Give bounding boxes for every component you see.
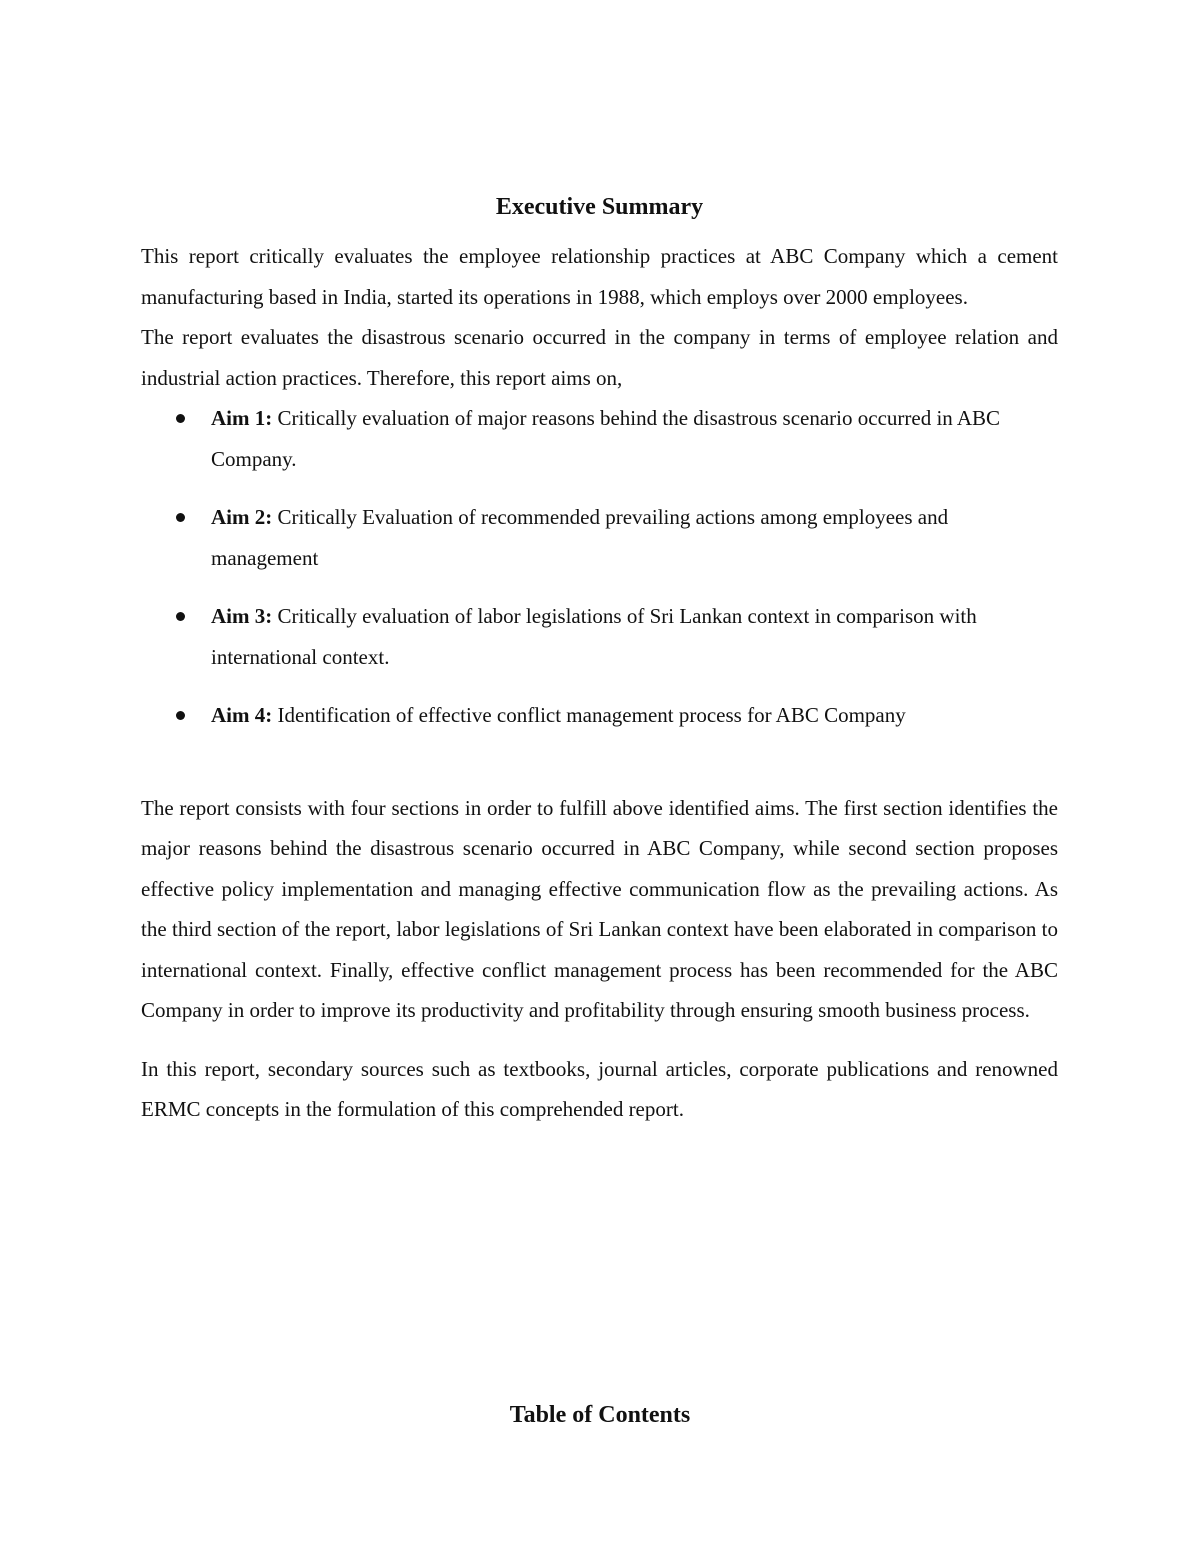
sources-paragraph: In this report, secondary sources such as textbooks, journal articles, corporate publications and renowned ERMC concepts in the formulation of this comprehended report. [141,1056,1058,1121]
sections-paragraph: The report consists with four sections in order to fulfill above identified aims. The first section identifies the major reasons behind the disastrous scenario occurred in ABC Company, while second section proposes effective policy implementation and managing effective communication flow as the prevailing actions. As the third section of the report, labor legislations of Sri Lankan context have been elaborated in comparison to international context. Finally, effective conflict management process has been recommended for the ABC Company in order to improve its productivity and profitability through ensuring smooth business process. [141,795,1058,1022]
aim-label: Aim 3: [211,604,273,628]
aim-label: Aim 2: [211,505,273,529]
aim-label: Aim 4: [211,703,273,727]
intro-paragraph-2: The report evaluates the disastrous scenario occurred in the company in terms of employee relation and industrial action practices. Therefore, this report aims on, [141,325,1058,390]
aims-list [141,398,1058,736]
spacer [141,1031,1058,1049]
aim-text: Critically evaluation of major reasons behind the disastrous scenario occurred in ABC Company. [211,406,1001,471]
bullet-icon [176,612,185,621]
aim-item-3 [141,596,1058,677]
aim-item-4 [141,695,1058,736]
aim-text: Identification of effective conflict management process for ABC Company [277,703,906,727]
executive-summary-section [141,190,1058,1130]
bullet-icon [176,513,185,522]
table-of-contents-heading: Table of Contents [509,1401,691,1428]
aim-item-2 [141,497,1058,578]
aim-text: Critically evaluation of labor legislations of Sri Lankan context in comparison with international context. [211,604,977,669]
aim-label: Aim 1: [211,406,273,430]
aim-text: Critically Evaluation of recommended prevailing actions among employees and management [211,505,949,570]
aim-item-1 [141,398,1058,479]
spacer [141,736,1058,788]
bullet-icon [176,414,185,423]
executive-summary-heading: Executive Summary [495,194,704,220]
bullet-icon [176,711,185,720]
intro-paragraph-1: This report critically evaluates the employee relationship practices at ABC Company which a cement manufacturing based in India, started its operations in 1988, which employs over 2000 employees. [141,244,1058,309]
